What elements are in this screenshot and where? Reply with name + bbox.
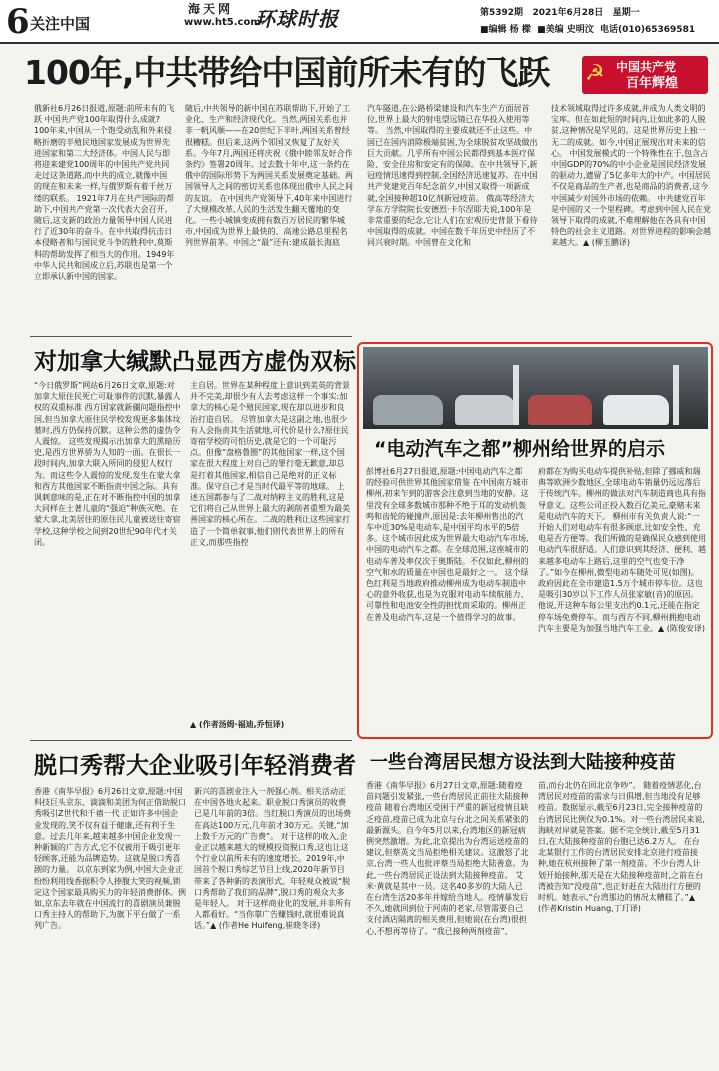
canada-article-col1: “今日俄罗斯”网站6月26日文章,原题:对加拿大原住民死亡可耻事件的沉默,暴露人权的双重标准 西方国家就新疆问题指控中国,但当加拿大原住民学校发现更多集体坟墓时,西方仍保持沉默。这种公然的虚伪令人震惊。 这些发现揭示出加拿大的黑暗历史,是西方世界骄为人知的一面。在很长一段时间内,加拿大联入所同的侵犯人权行为。而这些令人震惊的发现,发生在蒙大拿和西方其他国家不断指责中国之际。具有讽刺意味的是,正在对不断指控中国的加拿大同样在土著儿童的“强迫”种族灭绝。在蒙大拿,北美居住的原住民儿童被送往寄宿学校,这种学校之间到20世纪90年代才关闭。	[34, 381, 181, 547]
talkshow-headline: 脱口秀帮大企业吸引年轻消费者	[34, 753, 356, 779]
hammer-sickle-icon: ☭	[585, 61, 605, 86]
main-article-col4: 技术领域取得过许多成就,并成为人类文明的宝库。但在如此短的时间内,让如此多的人脱贫,这种情况是罕见的。这是世界历史上独一无二的成就。如今,中国正展现出对未来的信心。 中国发展模式的一个特殊性在于,包含占中国GDP的70%的中小企业是国民经济发展的驱动力,遗留了5亿多年大的中产。中国居民不仅是商品的生产者,也是商品的消费者,这今中国减少对国外市场的依赖。 中共建党百年是中国的又一个里程碑。考虑到中国人民在党领导下取得的成就,不难理解他在各具有中国特色的社会主义道路。对世界进程的影响会越来越大。▲ (柳玉鹏译)	[551, 104, 711, 248]
masthead	[0, 0, 719, 44]
staff-info	[480, 24, 695, 37]
logo-line-1: 中国共产党	[616, 60, 677, 74]
logo-line-2: 百年辉煌	[626, 76, 679, 91]
brand-title: 环球时报	[255, 7, 339, 31]
ev-headline: “电动汽车之都”柳州给世界的启示	[374, 438, 665, 460]
site-url[interactable]: www.ht5.com	[184, 17, 261, 28]
talkshow-article-col1: 香港《南华早报》6月26日文章,原题:中国科技巨头京东、滴滴和美团为何正借助脱口秀吸引Z世代和千禧一代 正如许多中国企业发现的,笑不仅有益于健康,还有利于生意。过去几年来,越来越多中国企业发现一种新颖的广告方式,它不仅被用于吸引更年轻顾客,还能为品牌造势。这就是脱口秀喜剧的力量。 以京东到家为例,中国大企业正纷纷利用线香据积令人捧腹大笑的视频,锁定这个国家最具购买力的年轻消费群体。例如,京东去年就在中国流行的喜剧演员兼脱口秀主持人的帮助下,为旗下平台做了一系列广告。	[34, 787, 186, 931]
taiwan-article-col2: 苗,而台北仍在回北京争吵”。 随着疫情恶化,台湾居民对疫苗的需求与日俱增,但当地没有足够疫苗。数据显示,截至6月23日,完全接种疫苗的台湾居民比例仅为0.1%。对一些台湾居民来说,海峡对岸就是答案。据不完全统计,截至5月31日,在大陆接种疫苗的台胞已达6.2万人。 在台北某银行工作的台湾居民安排北京进行疫苗接种,她在杭州接种了第一剂疫苗。不少台湾人计划开始接种,那天是在大陆接种疫苗时,之前在台湾被告知“没疫苗”,也正好赶在大陆出行方便的时机。她表示,“台湾那边的情况太糟糕了。”▲ (作者Kristin Huang,丁玎译)	[538, 781, 705, 914]
issue-number: 第5392期	[480, 8, 524, 18]
issue-info	[480, 7, 640, 20]
main-article-col2: 随后,中共领导的新中国在苏联帮助下,开始了工业化、生产和经济现代化。当然,两国关系也并非一帆风顺——在20世纪下半叶,两国关系曾经很糟糕。但后来,这两个邻国又恢复了友好关系。今年7月,两国还将庆祝《俄中睦邻友好合作条约》签署20周年。过去数十年中,这一条约在俄中的国际形势下为两国关系发展奠定基础。两国领导人之间的密切关系也体现出俄中人民之间的友谊。 在中国共产党领导下,40年来中国进行了大规模改革,人民的生活发生翻天覆地的变化。一些小城镇变成拥有数百万居民的繁华城市,中国成为世界上最快的、高速公路总里程名列世界前茅。中国之“最”还有:建成最长海底	[185, 104, 353, 248]
issue-date: 2021年6月28日	[532, 8, 604, 18]
taiwan-article-col1: 香港《南华早报》6月27日文章,原题:随着疫苗问题引发紧张,一些台湾居民正前往大陆接种疫苗 随着台湾地区受困于严重的新冠疫情且缺乏疫苗,疫苗已成为北京与台北之间关系紧张的最新源头。自今年5月以来,台湾地区的新冠病例突然激增。为此,北京提出为台湾运送疫苗的建议,但蔡英文当局拒绝相关建议。这激怒了北京,台湾一些人也批评蔡当局拒绝大陆善意。为此,一些台湾居民正设法到大陆接种疫苗。 艾米·黄就是其中一员。这名40多岁的大陆人已在台湾生活20多年并嫁给当地人。疫情暴发后不久,她就回到位于河南的老家,尽管需要自己支付酒店隔离的相关费用,但她说(在台湾)很担心,不想再等待了。“我已接种两剂疫苗”,	[366, 781, 529, 936]
issue-weekday: 星期一	[612, 8, 640, 18]
taiwan-headline: 一些台湾居民想方设法到大陆接种疫苗	[370, 752, 676, 773]
canada-article-col2: 主自居。世界在某种程度上意识到美英的背景并不完美,却很少有人去考虑这样一个事实:加拿大的核心是个殖民国家,现在却以进步和良治打造自居。 尽管加拿大是这副之地,也很少有人会指责其生活就地,可代价是什么?原住民寄宿学校的可怕历史,就是它的一个可耻污点。但像“盘格鲁圈”的其他国家一样,这个国家在很大程度上对自己的罪行毫无歉意,却总是打着其他国家,相信自己是绝对的正义标准。保守自己才是当时代最平等的地球。 上述五国都参与了二战对纳粹主义的胜利,这是它们将自己从世界上最大的剥削者重塑为最美善国家的核心所在。二战的胜利让这些国家打造了一个简单叙事,他们则代表世界上的所有正义,而那些指控	[190, 381, 350, 547]
section-title: 关注中国	[30, 15, 91, 33]
editor: ■编辑 杨 樑	[480, 25, 531, 35]
party-centenary-logo	[582, 56, 708, 94]
main-article-col3: 汽车隧道,在公路桥梁建设和汽车生产方面居首位,世界上最大的射电望远镜已在华投入使用等等。 当然,中国取得的主要成就还不止这些。中国已在国内消除极端贫困,为全球脱贫攻坚战做出巨大贡献。几乎所有中国公民都得到基本医疗保险、安全住房和安定有的保障。在中共领导下,新冠疫情迅速得到控制,全国经济迅速复苏。在中国共产党建党百年纪念前夕,中国又取得一项新成就,全国接种超10亿剂新冠疫苗。 俄高等经济大学东方学院院长安德烈·卡尔涅耶夫说,100年是非常重要的纪念,它让人们在宏观历史背景下看待中国取得的成就。中国在数千年历史中经历了不同兴衰时期。中国曾在文化和	[367, 104, 538, 248]
canada-signature: ▲ (作者汤姆·福迪,乔恒译)	[190, 720, 285, 729]
ev-article-col1: 彭博社6月27日报道,原题:中国电动汽车之都的经验可供世界其他国家借鉴 在中国南方城市柳州,初来乍到的游客会注意到当地的安静。这里没有全球多数城市那种不绝于耳的发动机轰鸣和齿轮的碰撞声,原因是:去年柳州售出的汽车中近30%是电动车,是中国平均水平的5倍多。这个城市因此成为世界最大电动汽车市场,中国的电动汽车之都。在全球范围,这座城市的电动车普及率仅次于奥斯陆。不仅如此,柳州的空气和水的质量在中国也是最好之一。 这个绿色红利是当地政府推动柳州成为电动车制造中心的意外收获,也是为克服对电动车续航能力、可靠性和电池安全性的担忧而采取的。柳州正在普及电动汽车,这是一个值得学习的故事。	[366, 467, 529, 622]
ev-article-col2: 府都在为购买电动车提供补贴,但除了挪威和瑞典等欧洲少数地区,全球电动车销量仍远远落后于传统汽车。柳州的做法对汽车制造商也具有指导意义。这些公司正投入数百亿美元,豪赌未来是电动汽车的天下。 柳州市有关负责人说:“一开始人们对电动车有很多顾虑,比如安全性、充电是否方便等。我们所做的是确保民众感到使用电动汽车很舒适。人们意识到其经济、便利、越来越多电动车上路后,这里的空气也变干净了。”如今在柳州,微型电动车随处可见(如图)。政府因此在全市建造1.5万个城市停车位。这也是吸引30岁以下工作人员张家敏(音)的原因。他说,开这种车每公里支出约0.1元,还能在指定停车场免费停车。而与西方不同,柳州拥抱电动汽车主要是为加强当地汽车工业。▲ (陈俊安译)	[538, 467, 706, 633]
ev-photo	[363, 347, 708, 429]
phone: 电话(010)65369581	[599, 25, 696, 35]
divider	[30, 336, 352, 337]
divider	[30, 740, 352, 741]
page-number: 6	[6, 2, 30, 42]
talkshow-article-col2: 新兴的喜剧业注入一剂强心剂。相关活动正在中国各地火起来。职业脱口秀演员的收费已是几年前的3倍。当红脱口秀演员的出场费在高达100万元,几年前才30万元。关键,“加上数千万元的广告费”。 对于这样的收入,企业正以越来越大的规模投资脱口秀,这也让这个行业以前所未有的速度增长。2019年,中国首个脱口秀综艺节目上线,2020年新节目带来了各种新的表演形式。年轻观众被说“脱口秀帮助了我们的品牌”,脱口秀的观众大多是年轻人。 对于这样商业化的发展,并非所有人都看好。“当你靠广告赚钱时,就很难说真话。”▲ (作者He Huifeng,崔晓冬译)	[194, 787, 352, 931]
main-headline: 100年,中共带给中国前所未有的飞跃	[24, 53, 550, 92]
canada-headline: 对加拿大缄默凸显西方虚伪双标	[34, 349, 356, 375]
main-article-col1: 俄新社6月26日报道,原题:前所未有的飞跃 中国共产党100年取得什么成就? 100年来,中国从一个饱受动乱和外来侵略折磨的半殖民地国家发展成为世界先进国家和第二大经济体。中国人民与即将迎来建党100周年的中国共产党共同走过这条道路,而中共的成立,就像中国的现在和未来一样,与俄罗斯有着千丝万缕的联系。 1921年7月在共产国际的帮助下,中国共产党第一次代表大会召开。随后,这支新的政治力量领导中国人民进行了近30年的奋斗。在中共取得抗击日本侵略者和与国民党斗争的胜利中,莫斯科的帮助发挥了相当大的作用。1949年中华人民共和国成立后,苏联也是第一个立即承认新中国的国家。	[34, 104, 175, 282]
site-name: 海天网	[188, 2, 234, 16]
designer: ■美编 史明汶	[537, 25, 594, 35]
